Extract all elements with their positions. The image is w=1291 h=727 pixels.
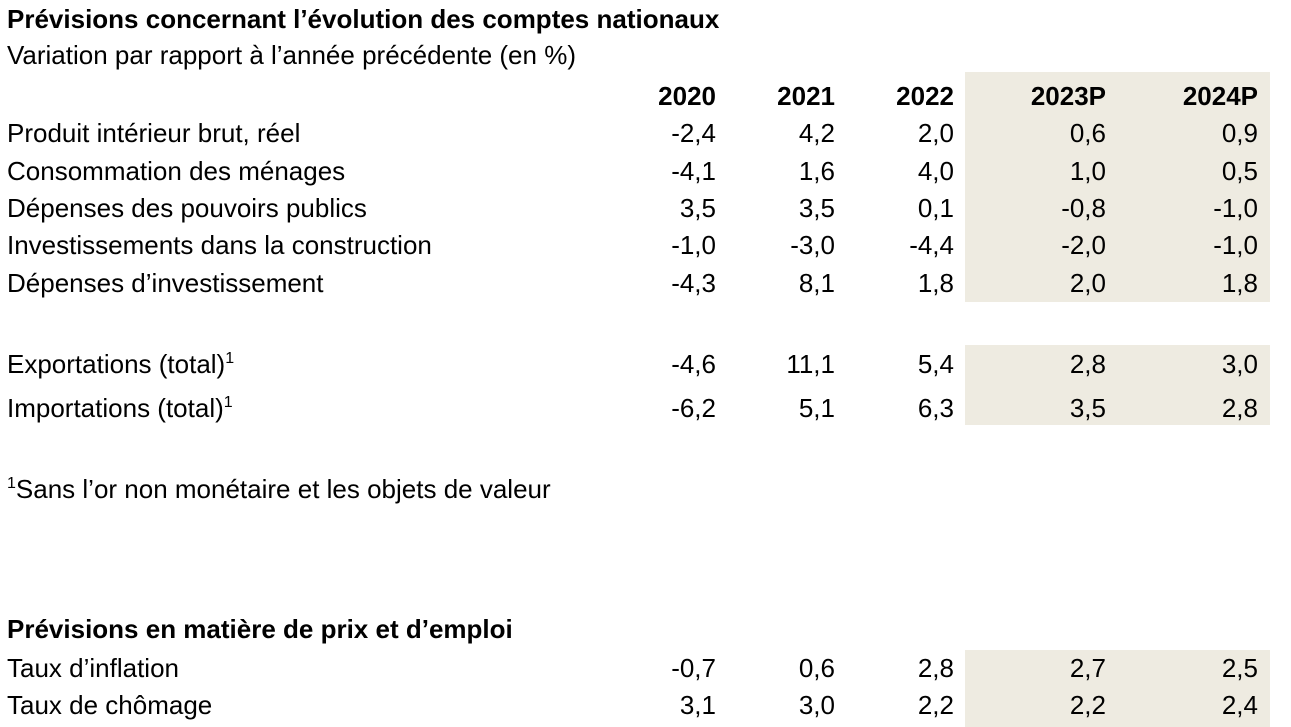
cell-value: -4,4 [909,230,954,260]
cell-value: 3,1 [679,690,716,720]
table-row [0,153,1291,189]
cell-value: 2,2 [1069,690,1106,720]
column-header-row [0,78,1291,114]
cell-value: -6,2 [671,393,716,423]
table-row [0,346,1291,382]
cell-value: 3,5 [679,193,716,223]
table-row [0,650,1291,686]
cell-value: 1,8 [1221,268,1258,298]
column-header: 2023P [1030,81,1106,111]
cell-value: -3,0 [790,230,835,260]
cell-value: 2,0 [917,118,954,148]
cell-value: 2,2 [917,690,954,720]
table-subtitle: Variation par rapport à l’année précédente (en %) [7,40,576,70]
table-row [0,687,1291,723]
column-header: 2020 [658,81,716,111]
cell-value: 3,5 [1069,393,1106,423]
cell-value: -2,0 [1061,230,1106,260]
column-header: 2024P [1182,81,1258,111]
cell-value: -4,6 [671,349,716,379]
row-label: Consommation des ménages [7,156,346,186]
cell-value: 3,5 [798,193,835,223]
footnote-mark: 1 [225,350,235,367]
table-row [0,190,1291,226]
row-label: Taux de chômage [7,690,213,720]
cell-value: -1,0 [1213,230,1258,260]
row-label: Dépenses des pouvoirs publics [7,193,367,223]
cell-value: 11,1 [786,349,835,379]
cell-value: 6,3 [917,393,954,423]
footnote: $^1$Sans l’or non monétaire et les objets de valeur [7,474,551,504]
cell-value: 2,7 [1069,653,1106,683]
cell-value: 0,9 [1221,118,1258,148]
cell-value: 1,0 [1069,156,1106,186]
table-row [0,227,1291,263]
cell-value: -4,3 [671,268,716,298]
row-label: Exportations (total)$^1$ [7,349,235,379]
cell-value: 0,6 [798,653,835,683]
cell-value: -4,1 [671,156,716,186]
cell-value: 2,4 [1221,690,1258,720]
cell-value: -0,8 [1061,193,1106,223]
cell-value: 1,8 [917,268,954,298]
cell-value: 4,2 [798,118,835,148]
cell-value: 8,1 [798,268,835,298]
row-label: Produit intérieur brut, réel [7,118,301,148]
row-label: Taux d’inflation [7,653,179,683]
section-title: Prévisions en matière de prix et d’emploi [7,614,513,644]
cell-value: 2,5 [1221,653,1258,683]
table-row [0,265,1291,301]
cell-value: 3,0 [798,690,835,720]
cell-value: 0,5 [1221,156,1258,186]
row-label: Dépenses d’investissement [7,268,324,298]
cell-value: -1,0 [1213,193,1258,223]
cell-value: -2,4 [671,118,716,148]
cell-value: 2,8 [1221,393,1258,423]
table-row [0,390,1291,426]
cell-value: 3,0 [1221,349,1258,379]
footnote-mark: 1 [7,475,16,492]
row-label: Investissements dans la construction [7,230,432,260]
cell-value: 5,1 [798,393,835,423]
column-header: 2022 [896,81,954,111]
cell-value: 2,0 [1069,268,1106,298]
cell-value: 4,0 [917,156,954,186]
table-row [0,115,1291,151]
cell-value: 2,8 [917,653,954,683]
cell-value: -1,0 [671,230,716,260]
cell-value: 0,6 [1069,118,1106,148]
cell-value: -0,7 [671,653,716,683]
row-label: Importations (total)$^1$ [7,393,233,423]
column-header: 2021 [777,81,835,111]
cell-value: 1,6 [798,156,835,186]
footnote-mark: 1 [223,394,233,411]
cell-value: 2,8 [1069,349,1106,379]
cell-value: 0,1 [917,193,954,223]
cell-value: 5,4 [917,349,954,379]
table-title: Prévisions concernant l’évolution des comptes nationaux [7,4,720,34]
